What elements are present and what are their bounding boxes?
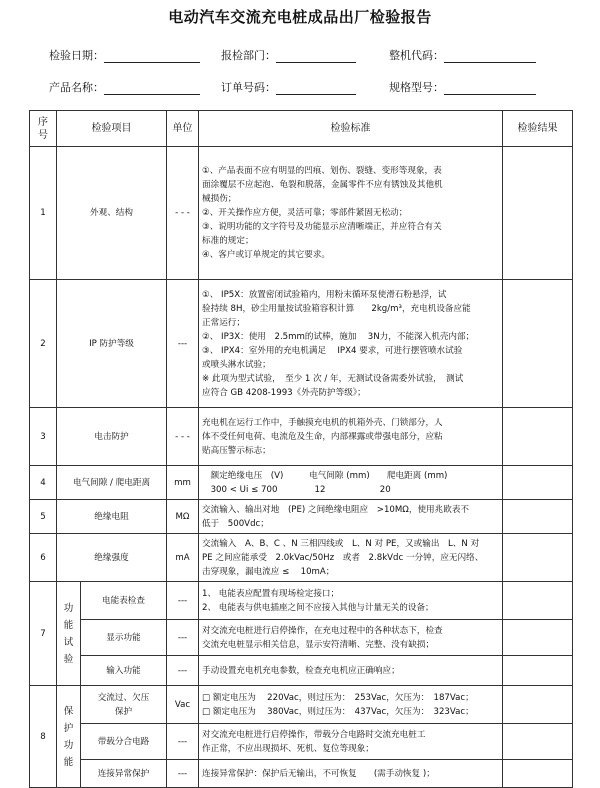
standard-line: 体不受任何电荷、电流危及生命，内部裸露或带强电部分，应粘 [202,431,443,442]
sub-item-line: 带载分合电路 [97,736,150,747]
standard-line: ①、产品表面不应有明显的凹痕、划伤、裂缝、变形等现象，表 [202,166,442,176]
standard-line: 正常运行； [202,317,245,328]
standard-cell [199,280,503,408]
standard-line: 或喷头淋水试验； [202,359,271,370]
col-header-no: 序号 [30,111,57,147]
unit-cell: --- [167,656,199,686]
field-value [276,82,356,95]
standard-line: 对交流充电桩进行启停操作，在充电过程中的各种状态下，检查 [202,625,443,636]
model-spec-field[interactable] [389,79,536,95]
group-char: 能 [63,756,74,768]
table-row [30,147,573,280]
field-label: 产品名称： [49,81,104,94]
field-label: 整机代码： [389,49,444,62]
standard-cell [199,686,503,724]
item-cell: 绝缘电阻 [57,500,167,534]
standard-line: 验持续 8H，砂尘用量按试验箱容积计算 2kg/m³，充电机设备应能 [202,303,471,314]
standard-line: 交流输入、输出对地 (PE) 之间绝缘电阻应 >10MΩ，使用兆欧表不 [202,504,470,515]
standard-line: 应符合 GB 4208-1993《外壳防护等级》； [202,387,366,398]
standard-line: ②、 IP3X：使用 2.5mm的试棒，施加 3N力，不能深入机壳内部； [202,331,475,342]
standard-cell [199,760,503,788]
standard-line: PE 之间应能承受 2.0kVac/50Hz 或者 2.8kVdc 一分钟，应无闪络、 [202,552,484,563]
unit-cell: mA [167,534,199,582]
product-name-field[interactable] [49,79,200,95]
field-value [104,82,200,95]
result-cell[interactable] [503,534,573,582]
standard-line: 交流输入 A、B、C 、N 三相四线或 L、N 对 PE，又或输出 L、N 对 [202,538,480,549]
standard-line: ①、 IP5X：放置密闭试验箱内，用粉末循环泵使滑石粉悬浮，试 [202,289,447,300]
standard-cell [199,534,503,582]
standard-line: 手动设置充电机充电参数，检查充电机应正确响应； [202,665,400,676]
item-cell: 电击防护 [57,408,167,466]
col-header-result: 检验结果 [503,111,573,147]
field-label: 检验日期： [49,49,104,62]
standard-line: 额定绝缘电压 (V) 电气间隙 (mm) 爬电距离 (mm) [202,470,448,481]
result-cell[interactable] [503,686,573,724]
group-char: 功 [63,602,74,614]
sub-item-line: 连接异常保护 [97,768,150,779]
row-number: 5 [30,500,57,534]
standard-line: 击穿现象，漏电流应 ≤ 10mA； [202,566,335,577]
unit-cell: - - - [167,147,199,280]
field-label: 报检部门： [221,49,276,62]
standard-line: 标准的规定； [202,236,254,246]
standard-cell [199,620,503,656]
result-cell[interactable] [503,656,573,686]
standard-line: 贴高压警示标志； [202,445,271,456]
unit-cell: mm [167,466,199,500]
standard-line: ③、 IPX4：室外用的充电机满足 IPX4 要求，可进行摆管喷水试验 [202,345,463,356]
item-cell: 绝缘强度 [57,534,167,582]
unit-cell: - - - [167,408,199,466]
row-number: 1 [30,147,57,280]
field-value [276,50,356,63]
header-row-2 [0,79,600,99]
standard-cell [199,500,503,534]
standard-line: 面涂覆层不应起泡、龟裂和脱落，金属零件不应有锈蚀及其他机 [202,180,443,190]
page-title: 电动汽车交流充电桩成品出厂检验报告 [168,8,432,26]
field-label: 规格型号： [389,81,444,94]
standard-line: 充电机在运行工作中，手触摸充电机的机箱外壳、门锁部分，人 [202,417,443,428]
inspection-date-field[interactable] [49,47,200,63]
col-header-unit: 单位 [167,111,199,147]
unit-cell: --- [167,760,199,788]
header-row-1 [0,47,600,67]
table-row [30,582,573,620]
sub-item-cell: 输入功能 [81,656,167,686]
table-row [30,724,573,760]
standard-cell [199,724,503,760]
field-value [444,82,536,95]
group-char: 验 [63,653,74,665]
unit-cell: --- [167,724,199,760]
table-row [30,620,573,656]
sub-item-line: 交流过、欠压 [97,692,150,703]
unit-cell: Vac [167,686,199,724]
col-header-standard: 检验标准 [199,111,503,147]
group-char: 功 [63,739,74,751]
inspection-table [29,110,573,788]
result-cell[interactable] [503,620,573,656]
row-number: 6 [30,534,57,582]
item-cell: 电气间隙 / 爬电距离 [57,466,167,500]
table-row [30,500,573,534]
sub-item-cell [81,724,167,760]
group-char: 试 [63,636,74,648]
standard-line: 械损伤； [202,194,237,204]
group-char: 护 [63,722,74,734]
row-number: 8 [30,686,57,788]
result-cell[interactable] [503,147,573,280]
standard-line: ②、开关操作应方便，灵活可靠；零部件紧固无松动； [202,208,408,218]
table-row [30,408,573,466]
group-char: 保 [63,705,74,717]
result-cell[interactable] [503,724,573,760]
standard-line: 交流充电桩显示相关信息，显示安符清晰、完整、没有缺损； [202,639,435,650]
group-label [57,582,81,686]
standard-cell [199,466,503,500]
standard-line: 1、 电能表应配置有现场检定接口； [202,588,340,599]
standard-line: 300 < Ui ≤ 700 12 20 [202,484,391,495]
sub-item-line: 保护 [114,706,133,717]
table-row [30,466,573,500]
machine-code-field[interactable] [389,47,536,63]
standard-line: 连接异常保护：保护后无输出，不可恢复 (需手动恢复 )； [202,768,435,779]
row-number: 2 [30,280,57,408]
table-row [30,280,573,408]
unit-cell: MΩ [167,500,199,534]
standard-cell [199,582,503,620]
group-label [57,686,81,788]
item-cell: IP 防护等级 [57,280,167,408]
standard-line: 对交流充电桩进行启停操作，带载分合电路时交流充电桩工 [202,729,426,740]
standard-line: 低于 500Vdc； [202,518,269,529]
standard-line: ※ 此项为型式试验， 至少 1 次 / 年，无测试设备需委外试验， 测试 [202,373,464,384]
row-number: 7 [30,582,57,686]
group-char: 能 [63,619,74,631]
unit-cell: --- [167,582,199,620]
result-cell[interactable] [503,408,573,466]
row-number: 4 [30,466,57,500]
field-label: 订单号码： [221,81,276,94]
standard-line: ③、说明功能的文字符号及功能显示应清晰端正，并应符合有关 [202,222,442,232]
table-header-row [30,111,573,147]
result-cell[interactable] [503,760,573,788]
result-cell[interactable] [503,280,573,408]
unit-cell: --- [167,280,199,408]
result-cell[interactable] [503,582,573,620]
standard-line: 2、 电能表与供电插座之间不应接入其他与计量无关的设备； [202,602,434,613]
standard-cell [199,408,503,466]
table-row [30,686,573,724]
standard-cell [199,656,503,686]
unit-cell: --- [167,620,199,656]
result-cell[interactable] [503,500,573,534]
standard-cell [199,147,503,280]
field-value [104,50,200,63]
standard-line: □ 额定电压为 380Vac，则过压为： 437Vac，欠压为： 323Vac； [202,706,474,717]
standard-line: ④、客户或订单规定的其它要求。 [202,250,331,260]
sub-item-cell [81,686,167,724]
table-row [30,656,573,686]
sub-item-cell: 显示功能 [81,620,167,656]
sub-item-cell [81,760,167,788]
field-value [444,50,536,63]
standard-line: 作正常，不应出现损坏、死机、复位等现象； [202,743,374,754]
inspection-department-field[interactable] [221,47,356,63]
col-header-item: 检验项目 [57,111,167,147]
row-number: 3 [30,408,57,466]
table-row [30,534,573,582]
order-number-field[interactable] [221,79,356,95]
result-cell[interactable] [503,466,573,500]
sub-item-cell: 电能表检查 [81,582,167,620]
table-row [30,760,573,788]
standard-line: □ 额定电压为 220Vac，则过压为： 253Vac，欠压为： 187Vac； [202,692,474,703]
item-cell: 外观、结构 [57,147,167,280]
